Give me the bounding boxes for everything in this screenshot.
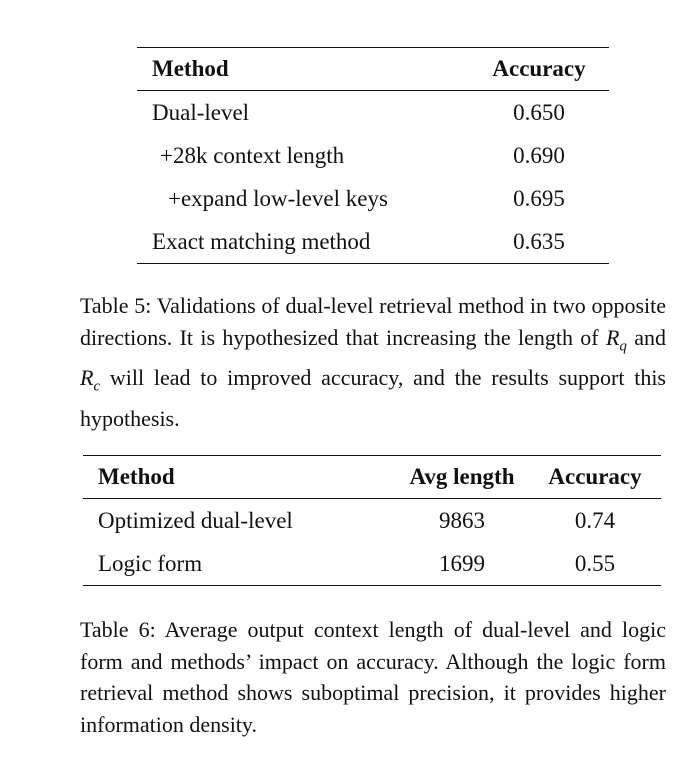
avg-length-cell: 9863 xyxy=(439,507,485,533)
math-variable xyxy=(80,365,101,395)
column-header-avg-length: Avg length xyxy=(409,464,515,489)
math-symbol: R xyxy=(80,365,94,391)
math-subscript: c xyxy=(93,378,101,395)
method-cell: Optimized dual-level xyxy=(98,507,293,533)
table-row xyxy=(137,220,609,264)
column-header-accuracy: Accuracy xyxy=(492,56,586,81)
math-subscript: q xyxy=(619,337,627,354)
table-5-caption xyxy=(80,290,666,435)
accuracy-cell: 0.690 xyxy=(513,142,565,168)
table-header-row xyxy=(83,456,661,499)
column-header-method: Method xyxy=(152,56,229,81)
table-6 xyxy=(83,455,661,586)
avg-length-cell: 1699 xyxy=(439,550,485,576)
method-cell: +expand low-level keys xyxy=(168,185,388,211)
accuracy-cell: 0.635 xyxy=(513,228,565,254)
accuracy-cell: 0.74 xyxy=(574,507,616,533)
accuracy-cell: 0.650 xyxy=(513,99,565,125)
caption-text: will lead to improved accuracy, and the results support this hypothesis. xyxy=(80,365,666,432)
table-5 xyxy=(137,47,609,264)
method-cell: +28k context length xyxy=(160,142,345,168)
table-row xyxy=(83,542,661,586)
table-header-row xyxy=(137,48,609,91)
method-cell: Logic form xyxy=(98,550,203,576)
math-variable xyxy=(605,324,627,354)
math-symbol: R xyxy=(605,324,620,350)
accuracy-cell: 0.695 xyxy=(513,185,565,211)
caption-text: and xyxy=(626,324,666,350)
caption-text: Table 5: Validations of dual-level retrieval method in two opposite directions. It is hypothesized that increasing the length of xyxy=(80,293,666,350)
column-header-accuracy: Accuracy xyxy=(548,464,642,489)
accuracy-cell: 0.55 xyxy=(574,550,616,576)
table-row xyxy=(83,499,661,543)
table-row xyxy=(137,134,609,177)
table-row xyxy=(137,177,609,220)
table-6-caption: Table 6: Average output context length of dual-level and logic form and methods’ impact on accuracy. Although the logic form retrieval method shows suboptimal precision, it provides higher information density. xyxy=(80,617,666,737)
table-row xyxy=(137,91,609,135)
method-cell: Dual-level xyxy=(152,99,250,125)
method-cell: Exact matching method xyxy=(152,228,371,254)
column-header-method: Method xyxy=(98,464,175,489)
